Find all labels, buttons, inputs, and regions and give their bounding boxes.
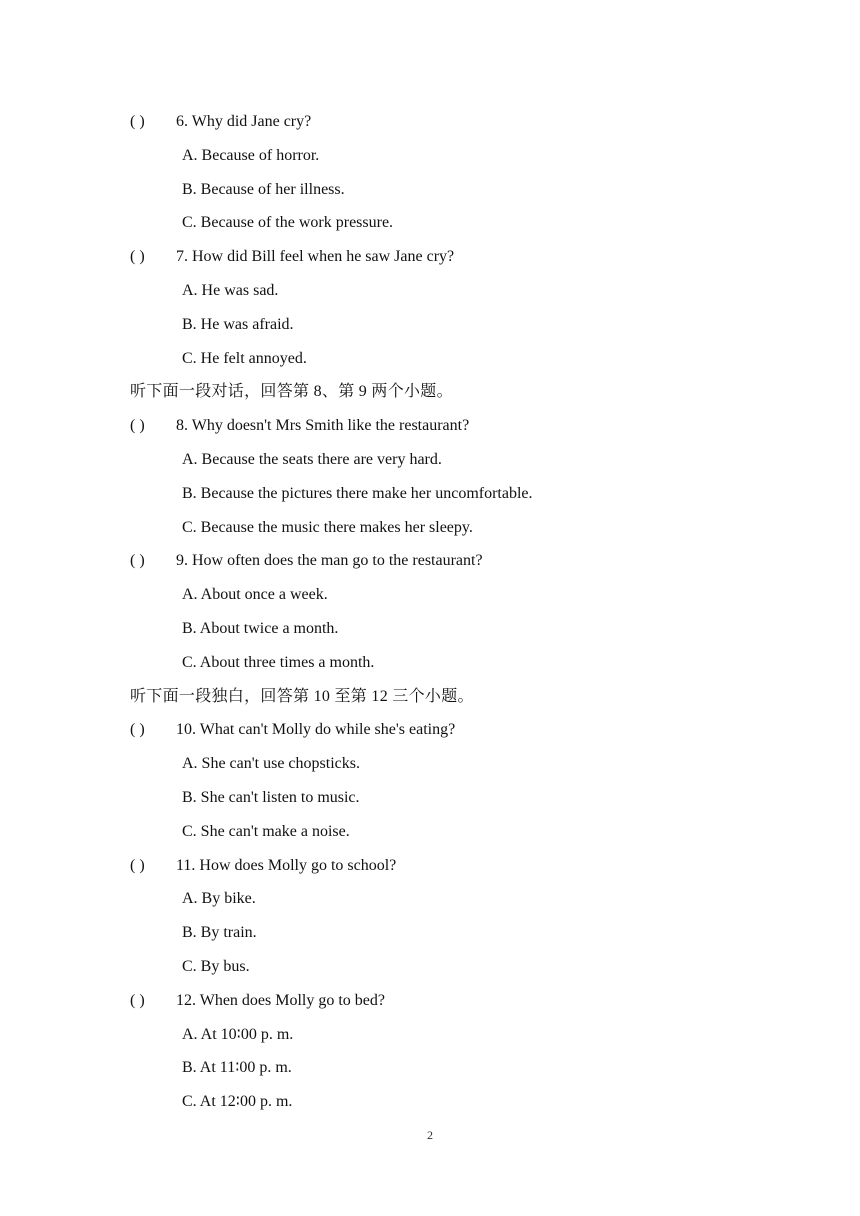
answer-blank[interactable]: ( )	[130, 991, 145, 1009]
section-instruction: 听下面一段对话，回答第 8、第 9 两个小题。	[130, 383, 453, 401]
option-a: A. Because of horror.	[182, 146, 320, 164]
question-7	[130, 243, 790, 277]
question-text: 11. How does Molly go to school?	[176, 856, 397, 874]
question-text: 9. How often does the man go to the restaurant?	[176, 552, 483, 570]
question-6	[130, 108, 790, 142]
option-c: C. Because of the work pressure.	[182, 214, 394, 232]
option-c: C. About three times a month.	[182, 653, 375, 671]
question-10	[130, 716, 790, 750]
section-instruction: 听下面一段独白，回答第 10 至第 12 三个小题。	[130, 687, 474, 705]
option-a: A. He was sad.	[182, 281, 279, 299]
answer-blank[interactable]: ( )	[130, 417, 145, 435]
option-a: A. She can't use chopsticks.	[182, 755, 360, 773]
answer-blank[interactable]: ( )	[130, 113, 145, 130]
option-c: C. At 12∶00 p. m.	[182, 1093, 293, 1111]
option-a: A. About once a week.	[182, 586, 328, 604]
option-c: C. She can't make a noise.	[182, 822, 350, 840]
option-b: B. She can't listen to music.	[182, 788, 360, 806]
question-text: 10. What can't Molly do while she's eating?	[176, 721, 456, 739]
option-c: C. Because the music there makes her sleepy.	[182, 518, 473, 536]
option-b: B. He was afraid.	[182, 315, 294, 333]
answer-blank[interactable]: ( )	[130, 552, 145, 570]
option-a: A. Because the seats there are very hard.	[182, 450, 442, 468]
option-b: B. At 11∶00 p. m.	[182, 1059, 292, 1077]
question-text: 6. Why did Jane cry?	[176, 113, 312, 130]
question-9	[130, 547, 790, 581]
question-text: 8. Why doesn't Mrs Smith like the restaurant?	[176, 417, 470, 435]
answer-blank[interactable]: ( )	[130, 248, 145, 266]
question-12	[130, 987, 790, 1021]
option-c: C. By bus.	[182, 957, 250, 975]
question-text: 12. When does Molly go to bed?	[176, 991, 386, 1009]
question-11	[130, 852, 790, 886]
question-text: 7. How did Bill feel when he saw Jane cry?	[176, 248, 455, 266]
answer-blank[interactable]: ( )	[130, 856, 145, 874]
answer-blank[interactable]: ( )	[130, 721, 145, 739]
question-list	[130, 108, 790, 1122]
option-b: B. Because the pictures there make her uncomfortable.	[182, 484, 533, 502]
option-a: A. At 10∶00 p. m.	[182, 1025, 294, 1043]
option-b: B. By train.	[182, 924, 257, 942]
question-8	[130, 412, 790, 446]
option-a: A. By bike.	[182, 890, 256, 908]
page-number: 2	[427, 1128, 433, 1142]
option-b: B. Because of her illness.	[182, 180, 345, 198]
option-b: B. About twice a month.	[182, 619, 339, 637]
option-c: C. He felt annoyed.	[182, 349, 307, 367]
